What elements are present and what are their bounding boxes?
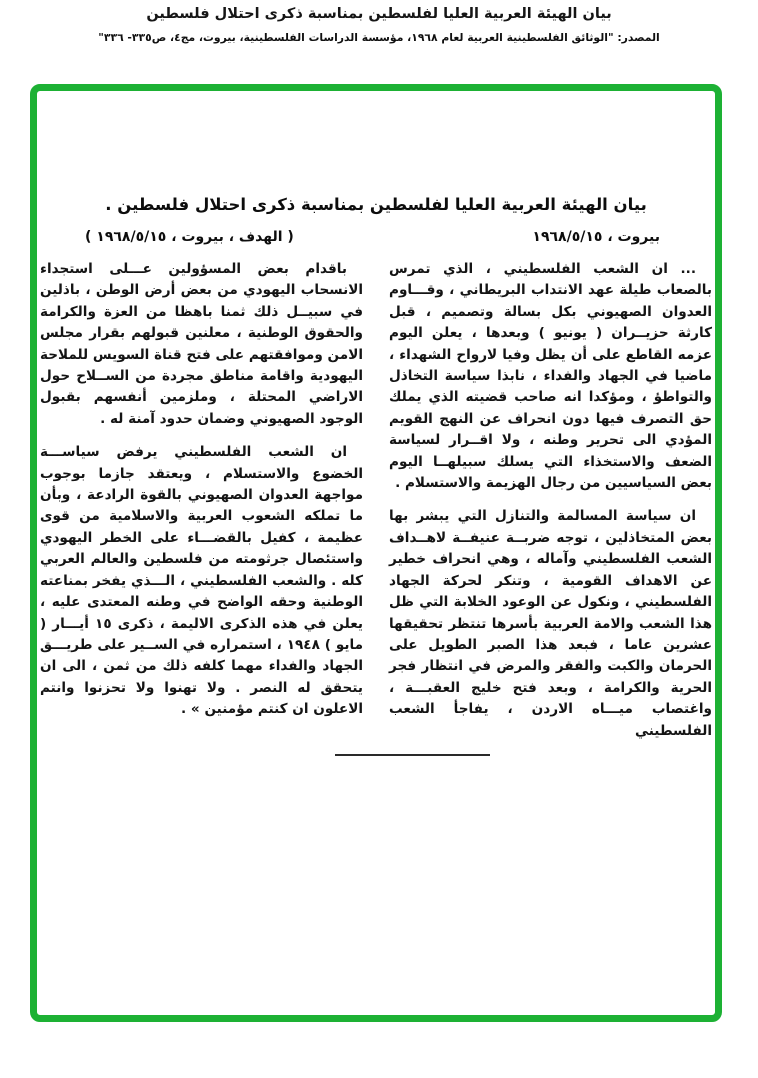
paragraph: باقدام بعض المسؤولين عـــلى استجداء الانسحاب اليهودي من بعض أرض الوطن ، باذلين في سبيــل ذلك ثمنا باهظا من العزة والكرامة والحقوق الوطنية ، معلنين قبولهم بقرار مجلس الامن وموافقتهم على فتح قناة السويس للملاحة اليهودية واقامة مناطق مجردة من الســلاح حول الاراضي المحتلة ، وملزمين أنفسهم بقبول الوجود الصهيوني وضمان حدود آمنة له . (40, 261, 363, 427)
paragraph: ان الشعب الفلسطيني يرفض سياســـة الخضوع والاستسلام ، ويعتقد جازما بوجوب مواجهة العدوان الصهيوني بالقوة الرادعة ، وبأن ما تملكه الشعوب العربية والاسلامية من قوى عظيمة ، كفيل بالقضـــاء على الخطر اليهودي واستئصال جرثومته من فلسطين والعالم العربي كله . والشعب الفلسطيني ، الـــذي يفخر بمناعته الوطنية وحقه الواضح في وطنه المعتدى عليه ، يعلن في هذه الذكرى الاليمة ، ذكرى ١٥ أيـــار ( مايو ) ١٩٤٨ ، استمراره في الســير على طريـــق الجهاد والفداء مهما كلفه ذلك من ثمن ، الى ان يتحقق له النصر . ولا تهنوا ولا تحزنوا وانتم الاعلون ان كنتم مؤمنين » . (40, 444, 363, 718)
column-left (40, 259, 363, 754)
paragraph: ... ان الشعب الفلسطيني ، الذي تمرس بالصعاب طيلة عهد الانتداب البريطاني ، وقـــاوم العدوان الصهيوني بكل بسالة وتصميم ، قبل كارثة حزيــران ( يونيو ) وبعدها ، يعلن اليوم عزمه القاطع على أن يظل وفيا لارواح الشهداء ، ماضيا في الجهاد والفداء ، نابذا سياسة التخاذل والتواطؤ ، ومؤكدا انه صاحب قضيته الذي يملك حق التصرف فيها دون انحراف عن النهج القويم المؤدي الى تحرير وطنه ، ولا اقــرار لسياسة الضعف والاستخذاء التي يسلك سبيلهــا اليوم بعض السياسيين من رجال الهزيمة والاستسلام . (389, 261, 712, 492)
document-title: بيان الهيئة العربية العليا لفلسطين بمناسبة ذكرى احتلال فلسطين . (105, 195, 647, 214)
dateline (37, 229, 715, 245)
footnote-divider (335, 754, 490, 756)
document-frame (30, 84, 722, 1022)
header-title: بيان الهيئة العربية العليا لفلسطين بمناسبة ذكرى احتلال فلسطين (146, 6, 612, 22)
header-source-citation: المصدر: "الوثائق الفلسطينية العربية لعام ١٩٦٨، مؤسسة الدراسات الفلسطينية، بيروت، مج٤، ص٣٣٥- ٣٣٦" (98, 31, 660, 44)
page-header (0, 6, 758, 44)
column-right (389, 259, 712, 754)
paragraph: ان سياسة المسالمة والتنازل التي يبشر بها بعض المتخاذلين ، توجه ضربــة عنيفــة لاهــداف الشعب الفلسطيني وآماله ، وهي انحراف خطير عن الاهداف القومية ، وتنكر لحركة الجهاد الفلسطيني ، ونكول عن الوعود الخلابة التي ظل هذا الشعب والامة العربية بأسرها تنتظر تحقيقها عشرين عاما ، فبعد هذا الصبر الطويل على الحرمان والكبت والفقر والمرض في انتظار فجر الحرية والكرامة ، وبعد فتح خليج العقبـــة ، واغتصاب ميـــاه الاردن ، يفاجأ الشعب الفلسطيني (389, 508, 712, 739)
body-columns (37, 259, 715, 754)
dateline-source-ref: ( الهدف ، بيروت ، ١٩٦٨/٥/١٥ ) (85, 229, 294, 245)
dateline-place-date: بيروت ، ١٩٦٨/٥/١٥ (532, 229, 660, 245)
